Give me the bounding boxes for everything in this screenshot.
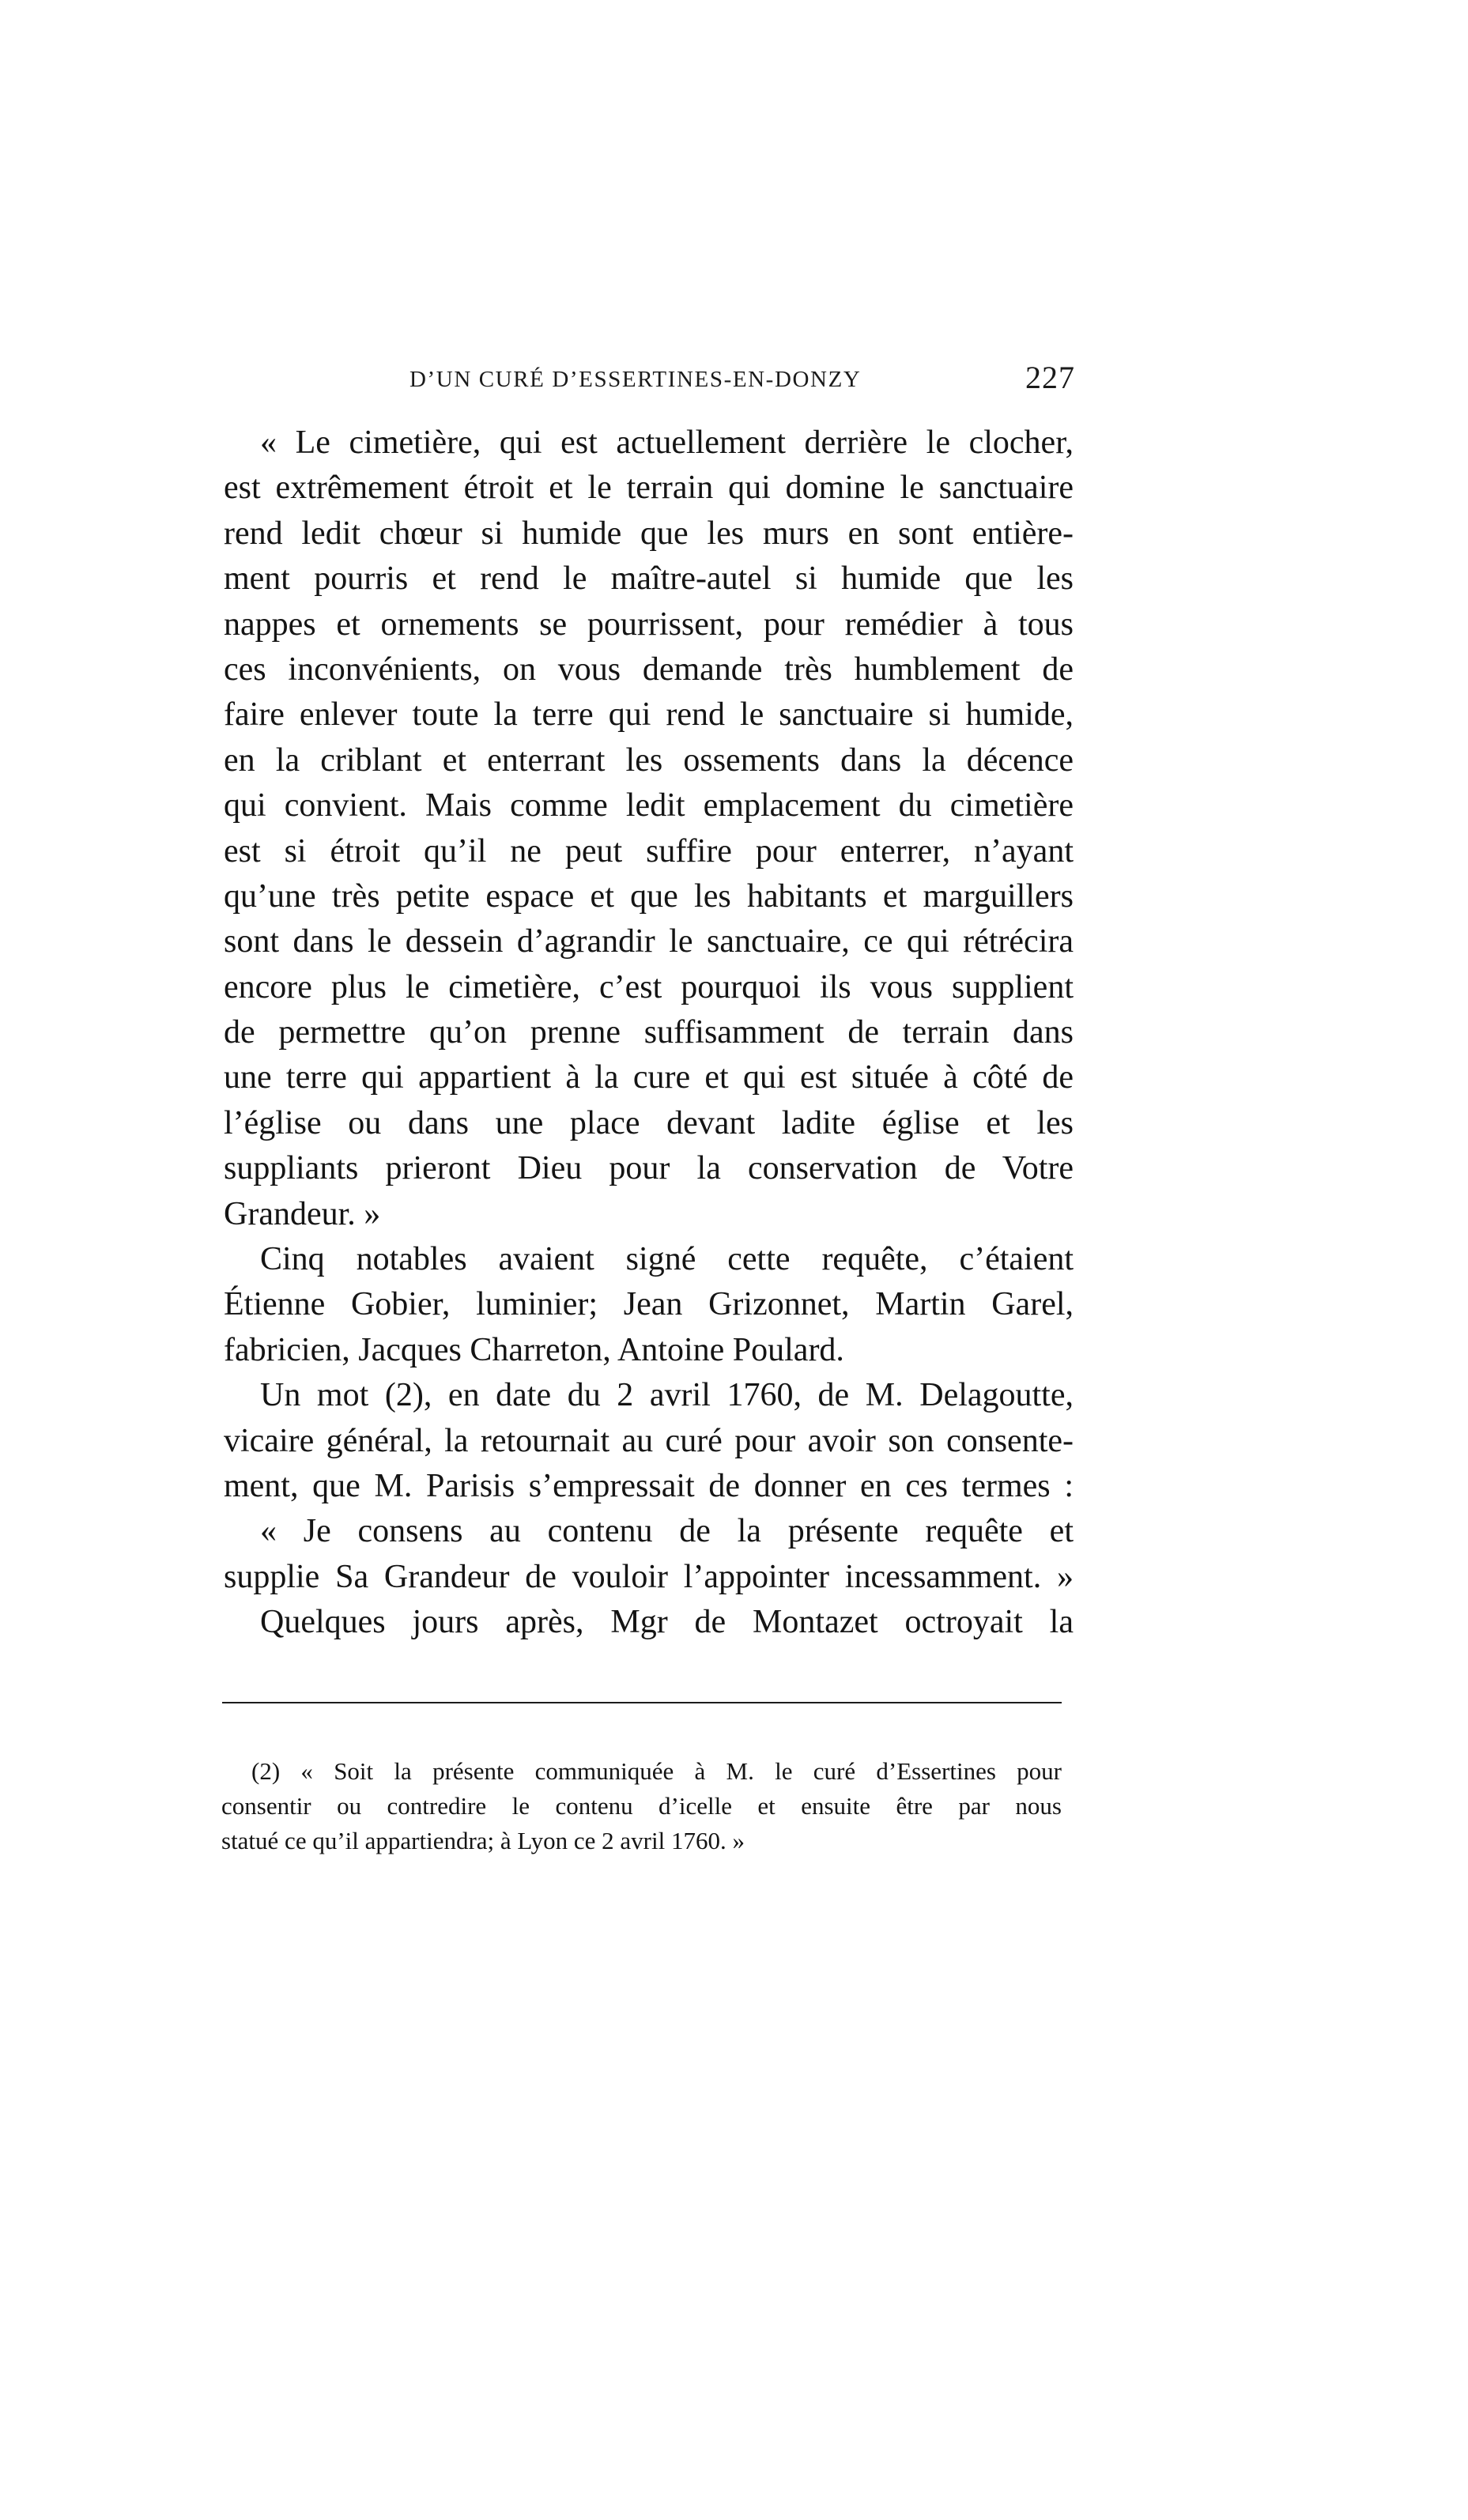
footnote-separator (222, 1702, 1062, 1703)
footnote-line: (2) « Soit la présente communiquée à M. le curé d’Essertines pour (251, 1757, 1062, 1785)
text-line: en la criblant et enterrant les ossements dans la décence (224, 741, 1074, 779)
footnote (221, 1754, 1062, 1858)
text-line: est si étroit qu’il ne peut suffire pour enterrer, n’ayant (224, 832, 1074, 870)
text-line: Grandeur. » (224, 1195, 381, 1232)
text-line: suppliants prieront Dieu pour la conservation de Votre (224, 1150, 1074, 1187)
text-line: rend ledit chœur si humide que les murs en sont entière- (224, 515, 1074, 552)
text-line: Cinq notables avaient signé cette requête, c’étaient (260, 1241, 1074, 1278)
text-line: ces inconvénients, on vous demande très humblement de (224, 651, 1074, 688)
text-line: supplie Sa Grandeur de vouloir l’appointer incessamment. » (224, 1558, 1074, 1595)
text-line: est extrêmement étroit et le terrain qui domine le sanctuaire (224, 470, 1074, 507)
text-line: Quelques jours après, Mgr de Montazet octroyait la (260, 1604, 1074, 1641)
text-line: l’église ou dans une place devant ladite église et les (224, 1104, 1074, 1141)
text-line: « Je consens au contenu de la présente requête et (260, 1513, 1074, 1550)
text-line: encore plus le cimetière, c’est pourquoi ils vous supplient (224, 968, 1074, 1005)
text-line: qu’une très petite espace et que les habitants et marguillers (224, 877, 1074, 915)
text-line: une terre qui appartient à la cure et qui est située à côté de (224, 1059, 1074, 1096)
text-line: Un mot (2), en date du 2 avril 1760, de M. Delagoutte, (260, 1377, 1074, 1414)
text-line: ment, que M. Parisis s’empressait de donner en ces termes : (224, 1467, 1074, 1504)
footnote-line: statué ce qu’il appartiendra; à Lyon ce 2 avril 1760. » (221, 1827, 745, 1854)
text-line: « Le cimetière, qui est actuellement derrière le clocher, (260, 424, 1074, 461)
text-line: qui convient. Mais comme ledit emplacement du cimetière (224, 787, 1074, 824)
footnote-line: consentir ou contredire le contenu d’icelle et ensuite être par nous (221, 1792, 1062, 1820)
text-line: ment pourris et rend le maître-autel si humide que les (224, 560, 1074, 598)
text-line: sont dans le dessein d’agrandir le sanctuaire, ce qui rétrécira (224, 923, 1074, 960)
page-number: 227 (1025, 360, 1075, 395)
text-line: de permettre qu’on prenne suffisamment de terrain dans (224, 1014, 1074, 1051)
text-line: nappes et ornements se pourrissent, pour remédier à tous (224, 605, 1074, 643)
text-line: faire enlever toute la terre qui rend le sanctuaire si humide, (224, 696, 1074, 734)
running-head-title: D’UN CURÉ D’ESSERTINES-EN-DONZY (409, 367, 862, 392)
text-line: vicaire général, la retournait au curé pour avoir son consente- (224, 1422, 1074, 1459)
text-line: Étienne Gobier, luminier; Jean Grizonnet, Martin Garel, (224, 1286, 1074, 1323)
text-line: fabricien, Jacques Charreton, Antoine Poulard. (224, 1331, 844, 1368)
body-text (224, 421, 1074, 1646)
